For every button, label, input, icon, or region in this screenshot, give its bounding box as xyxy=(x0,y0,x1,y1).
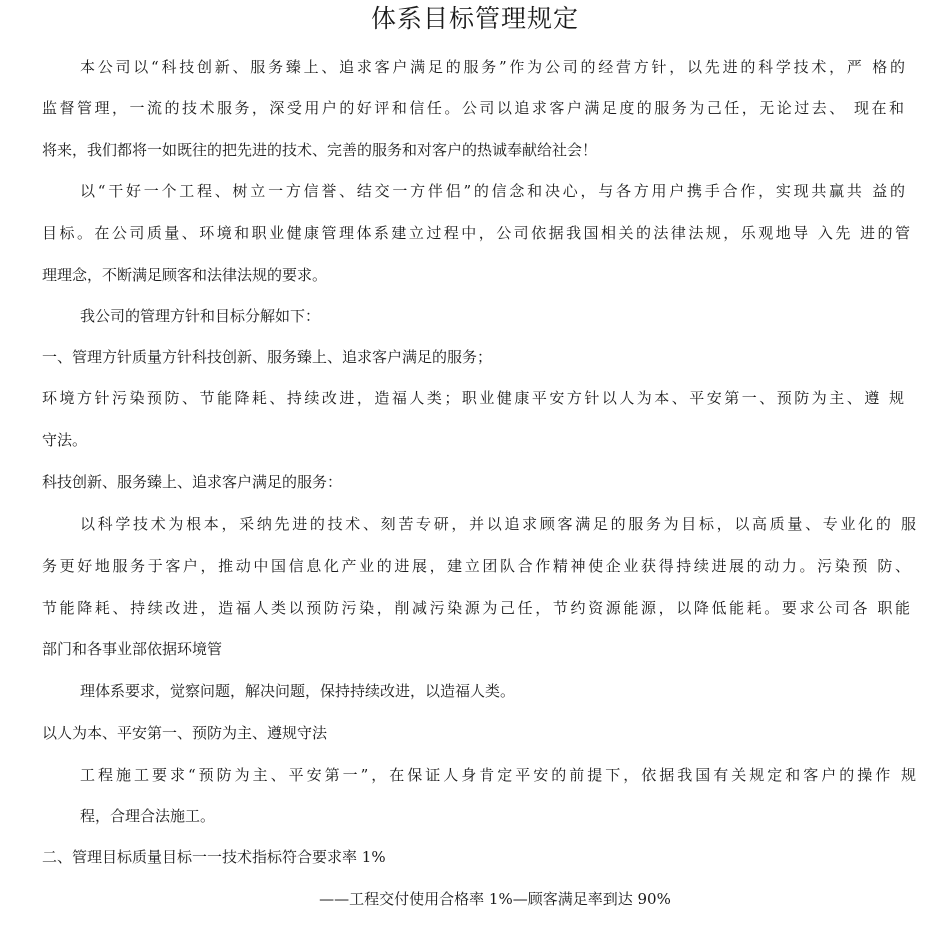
paragraph-line: 环境方针污染预防、节能降耗、持续改进，造福人类；职业健康平安方针以人为本、平安第一、预防为主、遵 规 xyxy=(42,389,904,407)
section-heading: 二、管理目标质量目标一一技术指标符合要求率 1% xyxy=(42,848,386,866)
paragraph-line: 目标。在公司质量、环境和职业健康管理体系建立过程中，公司依据我国相关的法律法规，乐观地导 入先 进的管 xyxy=(42,224,910,242)
subsection-heading: 以人为本、平安第一、预防为主、遵规守法 xyxy=(42,724,328,742)
subsection-heading: 科技创新、服务臻上、追求客户满足的服务： xyxy=(42,473,343,491)
paragraph-line: 以“干好一个工程、树立一方信誉、结交一方伴侣”的信念和决心，与各方用户携手合作，实现共赢共 益的 xyxy=(80,182,905,200)
section-heading: 一、管理方针质量方针科技创新、服务臻上、追求客户满足的服务； xyxy=(42,348,493,366)
paragraph-line: ——工程交付使用合格率 1%—顾客满足率到达 90% xyxy=(319,890,671,908)
paragraph-line: 程，合理合法施工。 xyxy=(80,807,216,825)
paragraph-line: 我公司的管理方针和目标分解如下： xyxy=(80,307,321,325)
paragraph-line: 节能降耗、持续改进，造福人类以预防污染，削减污染源为己任，节约资源能源，以降低能耗。要求公司各 职能 xyxy=(42,599,910,617)
paragraph-line: 工程施工要求“预防为主、平安第一”，在保证人身肯定平安的前提下，依据我国有关规定和客户的操作 规 xyxy=(80,766,916,784)
paragraph-line: 部门和各事业部依据环境管 xyxy=(42,640,223,658)
paragraph-line: 理理念，不断满足顾客和法律法规的要求。 xyxy=(42,266,328,284)
paragraph-line: 务更好地服务于客户，推动中国信息化产业的进展，建立团队合作精神使企业获得持续进展的动力。污染预 防、 xyxy=(42,557,910,575)
paragraph-line: 将来，我们都将一如既往的把先进的技术、完善的服务和对客户的热诚奉献给社会！ xyxy=(42,141,598,159)
paragraph-line: 守法。 xyxy=(42,431,88,449)
paragraph-line: 以科学技术为根本，采纳先进的技术、刻苦专研，并以追求顾客满足的服务为目标，以高质量、专业化的 服 xyxy=(80,515,916,533)
paragraph-line: 监督管理，一流的技术服务，深受用户的好评和信任。公司以追求客户满足度的服务为己任，无论过去、 现在和 xyxy=(42,99,904,117)
document-title: 体系目标管理规定 xyxy=(370,4,579,33)
paragraph-line: 理体系要求，觉察问题，解决问题，保持持续改进，以造福人类。 xyxy=(80,682,516,700)
paragraph-line: 本公司以“科技创新、服务臻上、追求客户满足的服务”作为公司的经营方针，以先进的科学技术，严 格的 xyxy=(80,58,905,76)
